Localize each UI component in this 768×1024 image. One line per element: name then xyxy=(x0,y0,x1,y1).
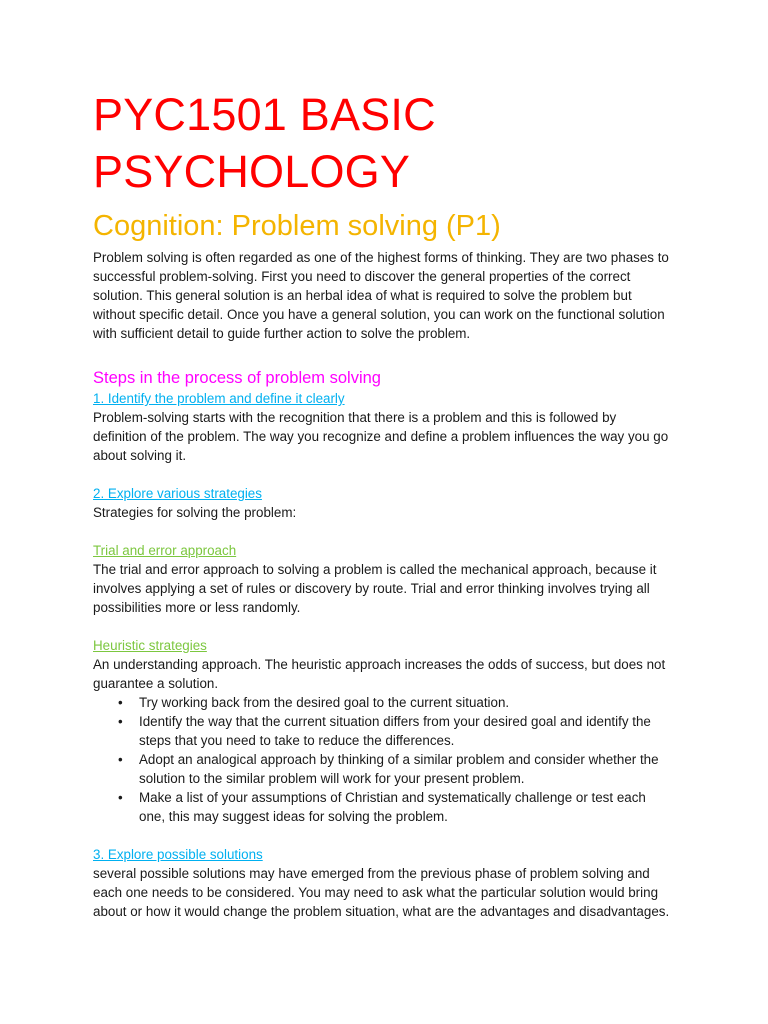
spacer xyxy=(93,522,673,541)
bullet-icon: • xyxy=(118,695,123,710)
steps-section-heading: Steps in the process of problem solving xyxy=(93,369,381,387)
list-item xyxy=(118,788,673,826)
step1-paragraph: Problem-solving starts with the recognition that there is a problem and this is followed by definition of the problem. The way you recognize and define a problem influences the way you go about solving it. xyxy=(93,410,669,463)
heuristic-bullet-list xyxy=(93,693,673,826)
list-item xyxy=(118,693,673,712)
list-item xyxy=(118,712,673,750)
title-line-2: PSYCHOLOGY xyxy=(93,146,411,197)
spacer xyxy=(93,465,673,484)
bullet-icon: • xyxy=(118,714,123,729)
document-page xyxy=(93,86,673,921)
step1-heading: 1. Identify the problem and define it clearly xyxy=(93,391,345,406)
list-item-text: Make a list of your assumptions of Christian and systematically challenge or test each one, this may suggest ideas for solving the problem. xyxy=(139,790,646,824)
spacer xyxy=(93,826,673,845)
heuristic-heading: Heuristic strategies xyxy=(93,638,207,653)
step3-paragraph: several possible solutions may have emerged from the previous phase of problem solving and each one needs to be considered. You may need to ask what the particular solution would bring about or how it would change the problem situation, what are the advantages and disadvantages. xyxy=(93,866,670,919)
list-item-text: Identify the way that the current situation differs from your desired goal and identify the steps that you need to take to reduce the differences. xyxy=(139,714,651,748)
intro-paragraph: Problem solving is often regarded as one of the highest forms of thinking. They are two phases to successful problem-solving. First you need to discover the general properties of the correct solution. This general solution is an herbal idea of what is required to solve the problem but without specific detail. Once you have a general solution, you can work on the functional solution with sufficient detail to guide further action to solve the problem. xyxy=(93,250,669,341)
trial-error-heading: Trial and error approach xyxy=(93,543,237,558)
document-title xyxy=(93,86,673,200)
bullet-icon: • xyxy=(118,790,123,805)
document-subtitle: Cognition: Problem solving (P1) xyxy=(93,210,501,242)
step3-heading: 3. Explore possible solutions xyxy=(93,847,263,862)
step2-heading: 2. Explore various strategies xyxy=(93,486,262,501)
trial-error-paragraph: The trial and error approach to solving a problem is called the mechanical approach, because it involves applying a set of rules or discovery by route. Trial and error thinking involves trying all possibilities more or less randomly. xyxy=(93,562,657,615)
spacer xyxy=(93,617,673,636)
list-item xyxy=(118,750,673,788)
step2-paragraph: Strategies for solving the problem: xyxy=(93,505,297,520)
bullet-icon: • xyxy=(118,752,123,767)
title-line-1: PYC1501 BASIC xyxy=(93,89,436,140)
list-item-text: Try working back from the desired goal to the current situation. xyxy=(139,695,510,710)
list-item-text: Adopt an analogical approach by thinking of a similar problem and consider whether the solution to the similar problem will work for your present problem. xyxy=(139,752,659,786)
heuristic-paragraph: An understanding approach. The heuristic approach increases the odds of success, but does not guarantee a solution. xyxy=(93,657,666,691)
